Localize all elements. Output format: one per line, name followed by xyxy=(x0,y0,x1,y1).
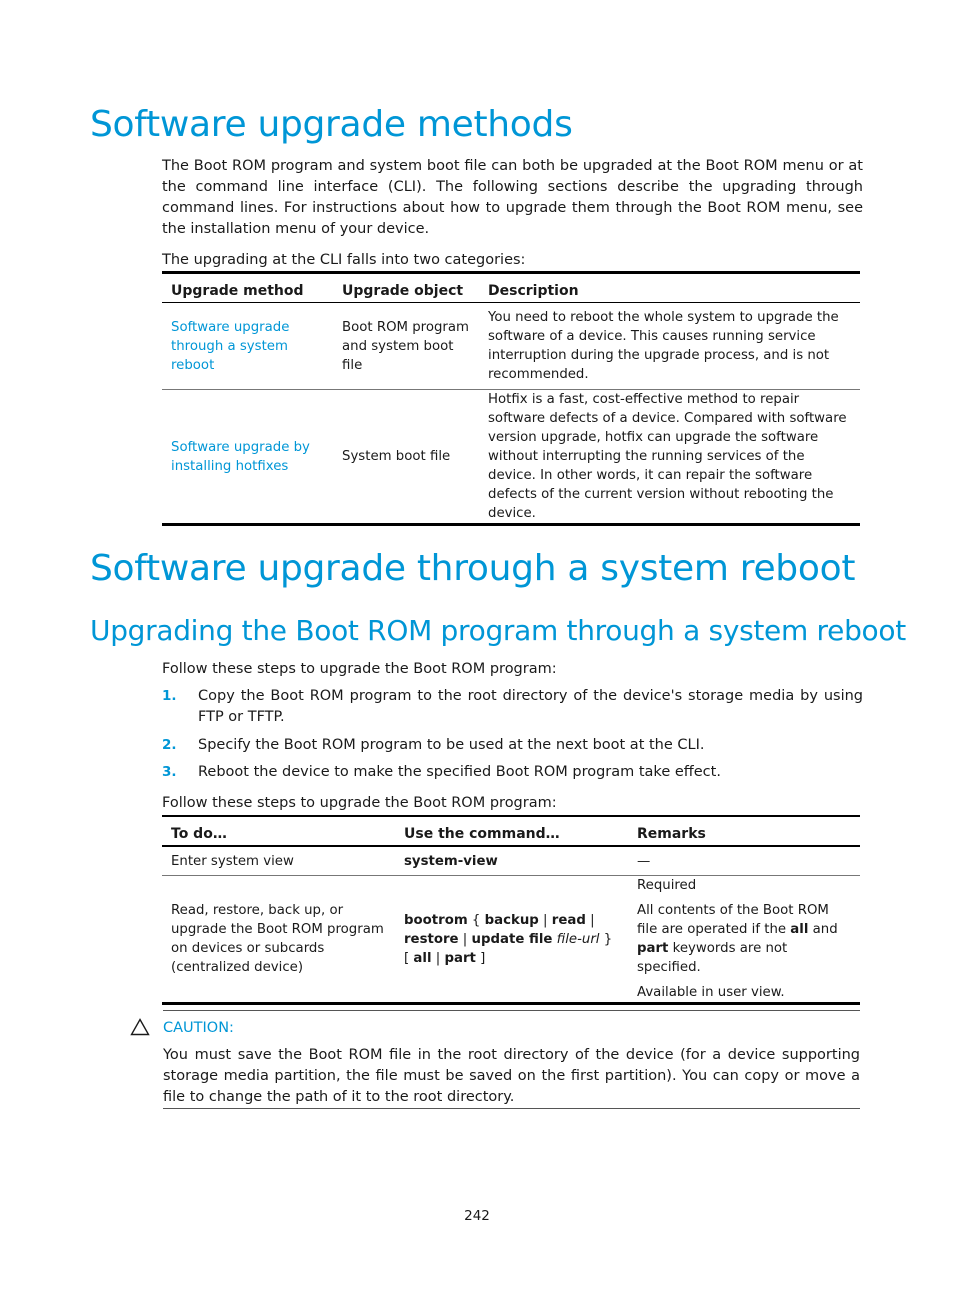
header-description: Description xyxy=(479,273,860,303)
caution-label: CAUTION: xyxy=(163,1020,234,1036)
remark-contents xyxy=(637,901,851,977)
header-upgrade-method: Upgrade method xyxy=(162,273,333,303)
kw-restore: restore xyxy=(404,931,459,947)
cmd-sep: | xyxy=(458,931,472,947)
kw-part: part xyxy=(637,941,669,956)
boot-rom-command-table xyxy=(162,815,860,1005)
table-lead-text: The upgrading at the CLI falls into two categories: xyxy=(162,252,526,268)
kw-read: read xyxy=(551,912,586,928)
cell-todo: Read, restore, back up, or upgrade the Boot ROM program on devices or subcards (centralized device) xyxy=(171,903,384,975)
section-title-system-reboot: Software upgrade through a system reboot xyxy=(90,548,856,589)
cell-remarks xyxy=(628,876,860,1004)
steps-list xyxy=(162,686,863,783)
link-installing-hotfixes[interactable]: Software upgrade by installing hotfixes xyxy=(171,439,310,474)
cell-todo: Enter system view xyxy=(162,846,395,876)
remark-required: Required xyxy=(637,878,697,893)
cell-upgrade-object: Boot ROM program and system boot file xyxy=(333,303,479,390)
link-system-reboot[interactable]: Software upgrade through a system reboot xyxy=(162,303,333,390)
table-row xyxy=(162,390,860,525)
cmd-sep: | xyxy=(585,912,595,928)
header-upgrade-object: Upgrade object xyxy=(333,273,479,303)
page-number: 242 xyxy=(464,1208,490,1224)
section-title-upgrade-methods: Software upgrade methods xyxy=(90,104,573,145)
header-remarks: Remarks xyxy=(628,816,860,846)
cell-command xyxy=(395,876,628,1004)
remark-text: keywords are not specified. xyxy=(637,941,788,975)
table-row xyxy=(162,876,860,1004)
header-to-do: To do… xyxy=(162,816,395,846)
list-item xyxy=(162,762,863,783)
subsection-title-boot-rom: Upgrading the Boot ROM program through a system reboot xyxy=(90,614,906,647)
cell-description: You need to reboot the whole system to upgrade the software of a device. This causes running service interruption during the upgrade process, and is not recommended. xyxy=(479,303,860,390)
remark-text: and xyxy=(808,922,838,937)
cell-description: Hotfix is a fast, cost-effective method to repair software defects of a device. Compared with software version upgrade, hotfix can upgrade the software without interrupting the running services of the device. In other words, it can repair the software defects of the current version without rebooting the device. xyxy=(488,392,847,521)
kw-backup: backup xyxy=(484,912,539,928)
intro-paragraph: The Boot ROM program and system boot file can both be upgraded at the Boot ROM menu or at the command line interface (CLI). The following sections describe the upgrading through command lines. For instructions about how to upgrade them through the Boot ROM menu, see the installation menu of your device. xyxy=(162,158,863,237)
remark-text: All contents of the Boot ROM file are operated if the xyxy=(637,903,829,937)
kw-all: all xyxy=(413,950,432,966)
caution-text: You must save the Boot ROM file in the root directory of the device (for a device supporting storage media partition, the file must be saved on the first partition). You can copy or move a file to change the path of it to the root directory. xyxy=(163,1047,860,1105)
kw-update-file: update file xyxy=(471,931,553,947)
step-number: 1. xyxy=(162,688,177,704)
kw-bootrom: bootrom xyxy=(404,912,468,928)
caution-top-rule xyxy=(163,1010,860,1011)
step-number: 2. xyxy=(162,737,177,753)
cmd-sep: } [ xyxy=(404,931,613,966)
cmd-sep: | xyxy=(431,950,445,966)
table-row xyxy=(162,846,860,876)
list-item xyxy=(162,735,863,756)
step-text: Specify the Boot ROM program to be used at the next boot at the CLI. xyxy=(198,737,705,753)
step-text: Copy the Boot ROM program to the root directory of the device's storage media by using FTP or TFTP. xyxy=(198,688,863,725)
kw-part: part xyxy=(444,950,476,966)
header-command: Use the command… xyxy=(395,816,628,846)
step-text: Reboot the device to make the specified Boot ROM program take effect. xyxy=(198,764,721,780)
upgrade-methods-table xyxy=(162,271,860,526)
remark-available: Available in user view. xyxy=(637,985,785,1000)
table-row xyxy=(162,303,860,390)
caution-warning-icon xyxy=(130,1018,150,1036)
list-item xyxy=(162,686,863,728)
arg-file-url: file-url xyxy=(552,931,600,947)
caution-bottom-rule xyxy=(163,1108,860,1109)
step-number: 3. xyxy=(162,764,177,780)
cmd-sep: ] xyxy=(475,950,486,966)
steps-lead-text: Follow these steps to upgrade the Boot ROM program: xyxy=(162,661,557,677)
cell-remarks: — xyxy=(628,846,860,876)
table-lead-text-2: Follow these steps to upgrade the Boot ROM program: xyxy=(162,795,557,811)
cmd-sep: { xyxy=(467,912,485,928)
cmd-sep: | xyxy=(538,912,552,928)
cell-command: system-view xyxy=(395,846,628,876)
kw-all: all xyxy=(790,922,809,937)
cell-upgrade-object: System boot file xyxy=(342,449,451,464)
